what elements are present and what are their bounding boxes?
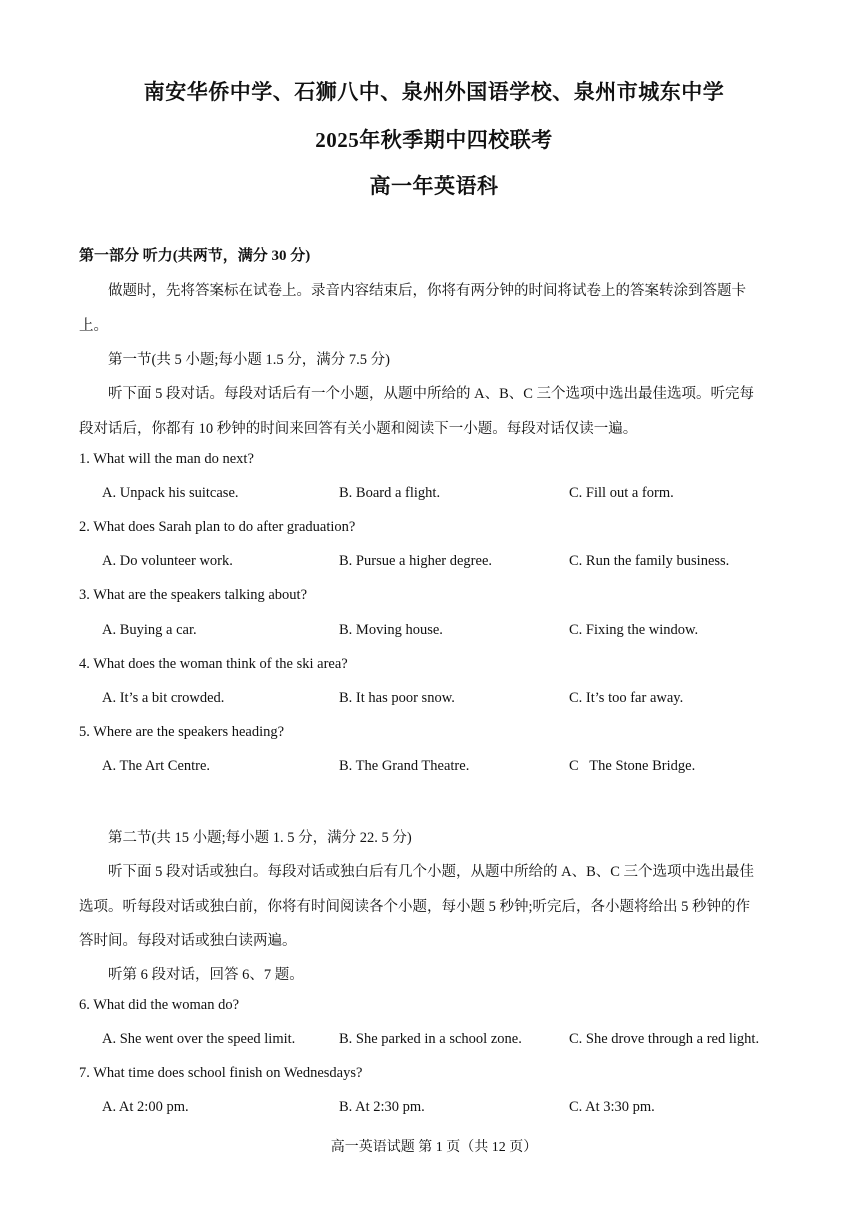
question-6-option-a: A. She went over the speed limit. (102, 1031, 296, 1047)
question-6-option-c: C. She drove through a red light. (569, 1031, 760, 1047)
question-4-option-a: A. It’s a bit crowded. (102, 690, 225, 706)
question-5-option-a: A. The Art Centre. (102, 758, 211, 774)
question-3-option-c: C. Fixing the window. (569, 622, 699, 638)
section2-instruction-line2: 选项。听每段对话或独白前，你将有时间阅读各个小题，每小题 5 秒钟;听完后，各小题将给出 5 秒钟的作 (79, 899, 751, 915)
section1-heading: 第一节(共 5 小题;每小题 1.5 分，满分 7.5 分) (108, 352, 390, 368)
question-7-option-a: A. At 2:00 pm. (102, 1099, 189, 1115)
question-5-option-c: C The Stone Bridge. (569, 758, 696, 774)
question-4-stem: 4. What does the woman think of the ski area? (79, 656, 348, 672)
dialog-6-note: 听第 6 段对话，回答 6、7 题。 (108, 967, 304, 983)
question-7-option-b: B. At 2:30 pm. (339, 1099, 425, 1115)
question-7-stem: 7. What time does school finish on Wednesdays? (79, 1065, 363, 1081)
question-4-option-b: B. It has poor snow. (339, 690, 455, 706)
question-2-option-b: B. Pursue a higher degree. (339, 553, 493, 569)
question-3-option-b: B. Moving house. (339, 622, 443, 638)
question-2-option-c: C. Run the family business. (569, 553, 730, 569)
section2-instruction-line3: 答时间。每段对话或独白读两遍。 (79, 933, 297, 949)
question-3-stem: 3. What are the speakers talking about? (79, 587, 308, 603)
part1-heading: 第一部分 听力(共两节，满分 30 分) (79, 248, 311, 264)
question-1-option-b: B. Board a flight. (339, 485, 441, 501)
exam-title-subject: 高一年英语科 (369, 174, 499, 198)
part1-instruction-line1: 做题时，先将答案标在试卷上。录音内容结束后，你将有两分钟的时间将试卷上的答案转涂到答题卡 (108, 283, 746, 299)
question-2-option-a: A. Do volunteer work. (102, 553, 233, 569)
page-footer: 高一英语试题 第 1 页（共 12 页） (330, 1140, 538, 1155)
question-4-option-c: C. It’s too far away. (569, 690, 684, 706)
question-5-stem: 5. Where are the speakers heading? (79, 724, 285, 740)
question-7-option-c: C. At 3:30 pm. (569, 1099, 655, 1115)
section2-heading: 第二节(共 15 小题;每小题 1. 5 分，满分 22. 5 分) (108, 830, 412, 846)
section1-instruction-line1: 听下面 5 段对话。每段对话后有一个小题，从题中所给的 A、B、C 三个选项中选出最佳选项。听完每 (108, 386, 755, 402)
question-2-stem: 2. What does Sarah plan to do after graduation? (79, 519, 356, 535)
question-6-option-b: B. She parked in a school zone. (339, 1031, 522, 1047)
question-6-stem: 6. What did the woman do? (79, 997, 240, 1013)
part1-instruction-line2: 上。 (79, 318, 108, 334)
exam-title-schools: 南安华侨中学、石狮八中、泉州外国语学校、泉州市城东中学 (143, 80, 725, 104)
section1-instruction-line2: 段对话后，你都有 10 秒钟的时间来回答有关小题和阅读下一小题。每段对话仅读一遍。 (79, 421, 638, 437)
exam-title-term: 2025年秋季期中四校联考 (315, 128, 553, 152)
question-1-stem: 1. What will the man do next? (79, 451, 254, 467)
section2-instruction-line1: 听下面 5 段对话或独白。每段对话或独白后有几个小题，从题中所给的 A、B、C 三个选项中选出最佳 (108, 864, 755, 880)
question-5-option-b: B. The Grand Theatre. (339, 758, 470, 774)
question-3-option-a: A. Buying a car. (102, 622, 197, 638)
question-1-option-c: C. Fill out a form. (569, 485, 674, 501)
question-1-option-a: A. Unpack his suitcase. (102, 485, 239, 501)
